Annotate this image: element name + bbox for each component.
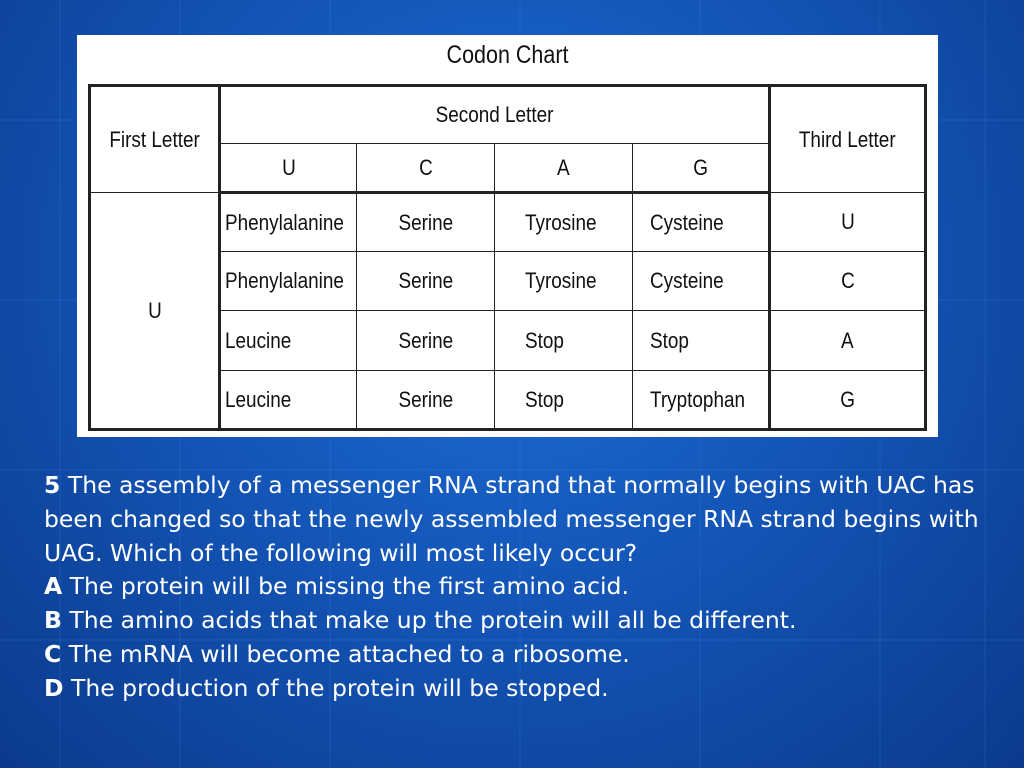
answer-option-b bbox=[44, 604, 994, 638]
table-cell: Serine bbox=[357, 311, 495, 371]
second-letter-header: Second Letter bbox=[220, 86, 770, 144]
chart-title: Codon Chart bbox=[446, 41, 569, 69]
answer-option-c bbox=[44, 638, 994, 672]
table-cell: Phenylalanine bbox=[220, 193, 357, 252]
table-cell: Serine bbox=[357, 371, 495, 430]
table-cell: Stop bbox=[633, 311, 770, 371]
question-block bbox=[44, 469, 994, 706]
table-row bbox=[90, 193, 926, 252]
table-cell: Serine bbox=[357, 252, 495, 311]
table-cell: Tyrosine bbox=[495, 193, 633, 252]
option-text: The production of the protein will be stopped. bbox=[71, 673, 609, 702]
option-letter: C bbox=[44, 639, 62, 668]
option-text: The amino acids that make up the protein will all be different. bbox=[69, 606, 797, 635]
answer-option-d bbox=[44, 672, 994, 706]
option-text: The mRNA will become attached to a ribosome. bbox=[68, 639, 630, 668]
option-letter: A bbox=[44, 572, 63, 601]
second-letter-u: U bbox=[220, 144, 357, 193]
table-cell: Stop bbox=[495, 311, 633, 371]
third-letter-cell: C bbox=[770, 252, 926, 311]
first-letter-header: First Letter bbox=[90, 86, 220, 193]
table-cell: Phenylalanine bbox=[220, 252, 357, 311]
option-text: The protein will be missing the first amino acid. bbox=[69, 572, 629, 601]
second-letter-g: G bbox=[633, 144, 770, 193]
codon-table bbox=[88, 84, 927, 431]
third-letter-cell: A bbox=[770, 311, 926, 371]
table-cell: Tryptophan bbox=[633, 371, 770, 430]
table-cell: Serine bbox=[357, 193, 495, 252]
table-cell: Cysteine bbox=[633, 252, 770, 311]
table-cell: Leucine bbox=[220, 371, 357, 430]
question-text: The assembly of a messenger RNA strand that normally begins with UAC has been changed so that the newly assembled messenger RNA strand begins with UAG. Which of the following will most likely occur? bbox=[44, 471, 979, 567]
third-letter-header: Third Letter bbox=[770, 86, 926, 193]
option-letter: B bbox=[44, 606, 62, 635]
third-letter-cell: G bbox=[770, 371, 926, 430]
question-stem bbox=[44, 469, 994, 570]
second-letter-a: A bbox=[495, 144, 633, 193]
table-cell: Stop bbox=[495, 371, 633, 430]
table-cell: Leucine bbox=[220, 311, 357, 371]
codon-chart-panel bbox=[77, 35, 938, 437]
answer-option-a bbox=[44, 570, 994, 604]
question-number: 5 bbox=[44, 471, 61, 499]
third-letter-cell: U bbox=[770, 193, 926, 252]
first-letter-value: U bbox=[90, 193, 220, 430]
table-cell: Tyrosine bbox=[495, 252, 633, 311]
table-cell: Cysteine bbox=[633, 193, 770, 252]
option-letter: D bbox=[44, 673, 64, 702]
second-letter-c: C bbox=[357, 144, 495, 193]
